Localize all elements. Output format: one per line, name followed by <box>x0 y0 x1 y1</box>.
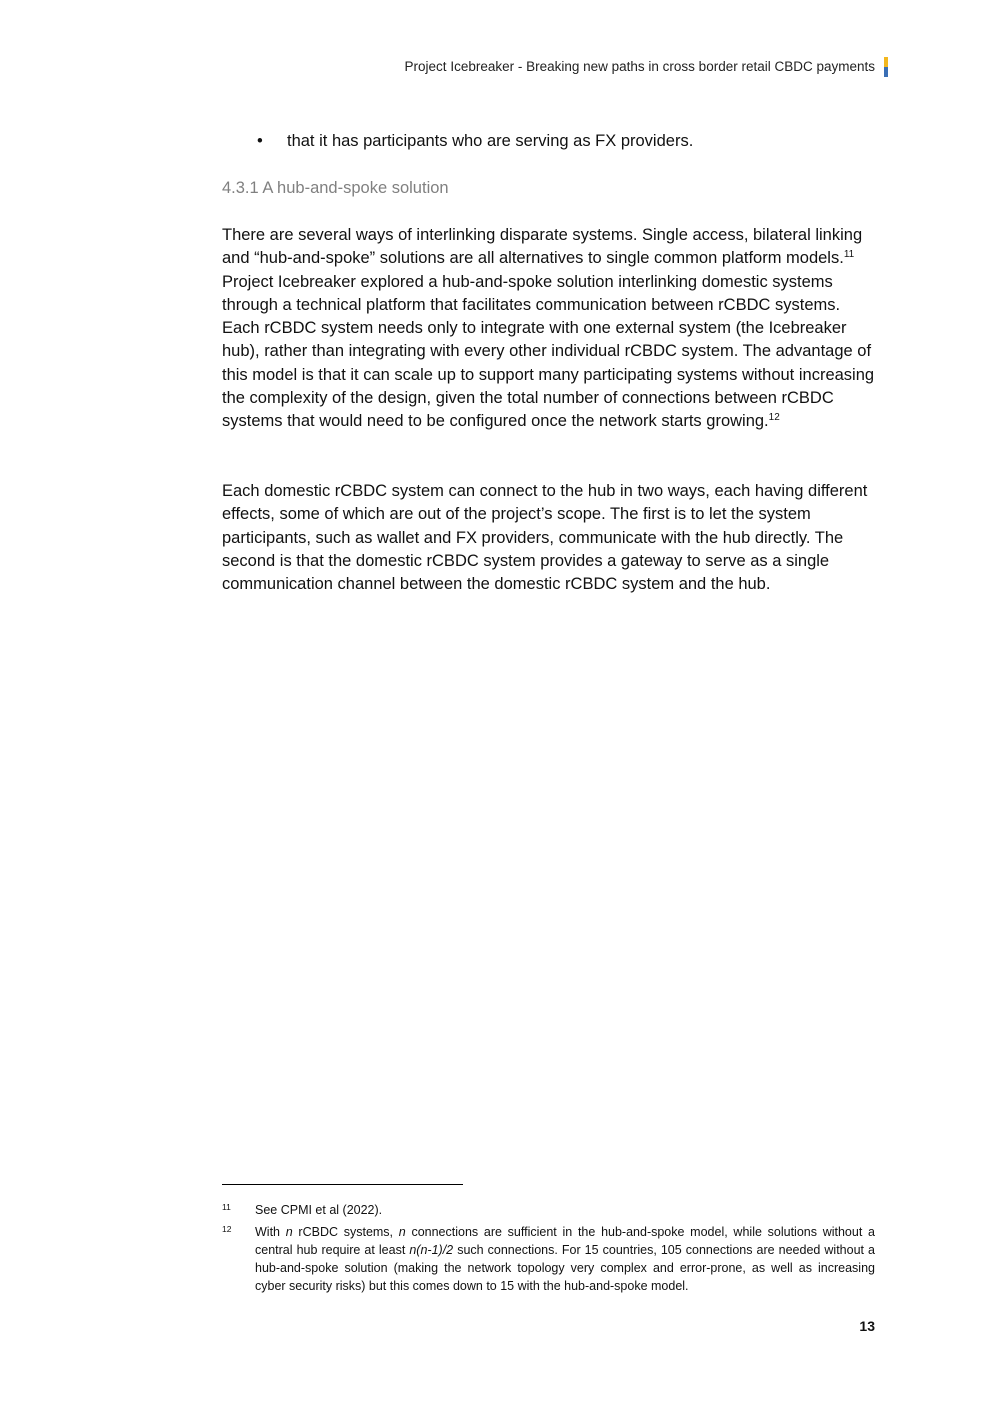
header-accent-yellow <box>884 57 888 67</box>
footnote-number: 12 <box>222 1224 232 1234</box>
bullet-text: that it has participants who are serving as FX providers. <box>287 132 694 150</box>
paragraph-text: Project Icebreaker explored a hub-and-spoke solution interlinking domestic systems through a technical platform that facilitates communication between rCBDC systems. Each rCBDC system needs only to integrate with one external system (the Icebreaker hub), rather than integrating with every other individual rCBDC system. The advantage of this model is that it can scale up to support many participating systems without increasing the complexity of the design, given the total number of connections between rCBDC systems that would need to be configured once the network starts growing. <box>222 272 875 431</box>
header-accent-blue <box>884 67 888 77</box>
footnote-fragment: rCBDC systems, <box>292 1225 399 1239</box>
page-number: 13 <box>859 1318 875 1334</box>
footnote-number: 11 <box>222 1202 231 1212</box>
body-paragraph-1 <box>222 224 877 434</box>
footnote-ref-11: 11 <box>843 249 855 261</box>
footnote-ref-12: 12 <box>768 412 780 424</box>
math-formula: n(n-1)/2 <box>409 1243 454 1257</box>
math-variable: n <box>398 1225 406 1239</box>
footnote-text: See CPMI et al (2022). <box>255 1203 383 1217</box>
paragraph-text: There are several ways of interlinking disparate systems. Single access, bilateral linking and “hub-and-spoke” solutions are all alternatives to single common platform models. <box>222 226 863 268</box>
body-paragraph-2: Each domestic rCBDC system can connect to the hub in two ways, each having different effects, some of which are out of the project’s scope. The first is to let the system participants, such as wallet and FX providers, communicate with the hub directly. The second is that the domestic rCBDC system provides a gateway to serve as a single communication channel between the domestic rCBDC system and the hub. <box>222 482 868 594</box>
footnote-fragment: With <box>255 1225 286 1239</box>
footnote-fragment: such connections. For 15 countries, 105 connections are needed without a hub-and-spoke solution (making the network topology very complex and error-prone, as well as increasing cyber security risks) but this comes down to 15 with the hub-and-spoke model. <box>255 1243 875 1293</box>
header-accent-bar <box>884 57 888 77</box>
section-heading: 4.3.1 A hub-and-spoke solution <box>222 179 449 197</box>
footnote-separator <box>222 1184 463 1185</box>
running-header: Project Icebreaker - Breaking new paths in cross border retail CBDC payments <box>404 59 875 74</box>
bullet-marker: • <box>257 132 263 150</box>
footnote-text <box>255 1223 875 1295</box>
math-variable: n <box>285 1225 293 1239</box>
footnote-fragment: connections are sufficient in the hub-and-spoke model, while solutions without a central hub require at least <box>255 1225 875 1257</box>
